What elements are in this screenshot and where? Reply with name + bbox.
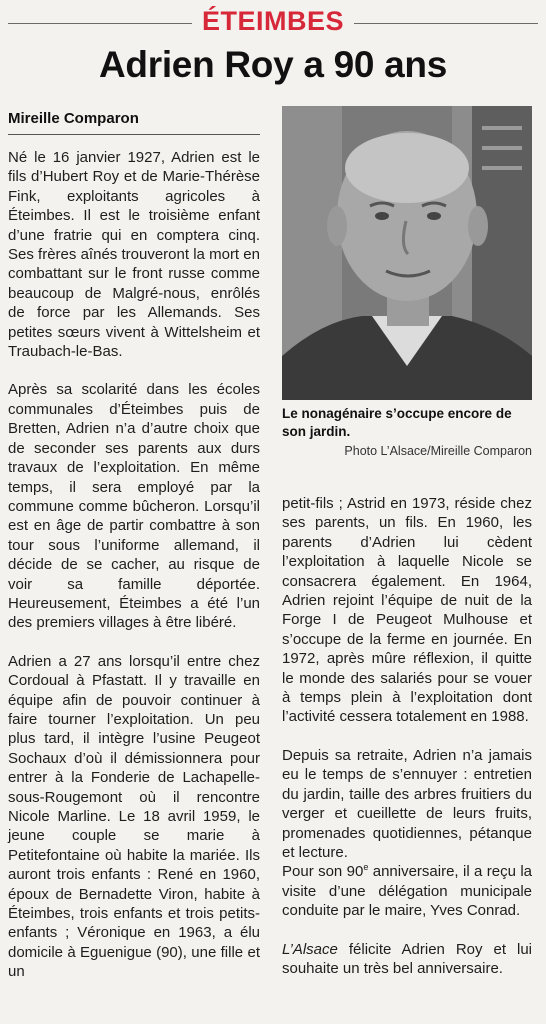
- publication-name: L’Alsace: [282, 940, 338, 958]
- column-left: [8, 148, 260, 1001]
- paragraph-5-text: Depuis sa retraite, Adrien n’a jamais eu le temps de s’ennuyer : entretien du jardin, taille des arbres fruitiers du verger et cueillette de leurs fruits, promenades quotidiennes, pétanque et lecture.: [282, 746, 532, 861]
- kicker-rule-right: [354, 23, 538, 24]
- paragraph-5: [282, 746, 532, 862]
- article-headline: Adrien Roy a 90 ans: [99, 44, 447, 85]
- photo-credit: Photo L’Alsace/Mireille Comparon: [344, 444, 532, 458]
- byline: Mireille Comparon: [8, 110, 260, 135]
- paragraph-2: Après sa scolarité dans les écoles communales d’Éteimbes puis de Bretten, Adrien n’a d’autre choix que de seconder ses parents aux durs travaux de l’exploitation. En même temps, il sera employé par la commune comme bûcheron. Lorsqu’il est en âge de partir combattre à son tour sous l’uniforme allemand, il décide de se cacher, au risque de voir sa famille déportée. Heureusement, Éteimbes a été l’un des premiers villages à être libéré.: [8, 381, 260, 632]
- paragraph-4: petit-fils ; Astrid en 1973, réside chez ses parents, un fils. En 1960, les parents d’Adrien lui cèdent l’exploitation à laquelle Nicole se consacrera également. En 1964, Adrien rejoint l’équipe de nuit de la Forge I de Peugeot Mulhouse et s’occupe de la ferme en journée. En 1972, après mûre réflexion, il quitte le monde des salariés pour se vouer à temps plein à l’exploitation dont l’activité cessera totalement en 1988.: [282, 495, 532, 726]
- article-photo: [282, 106, 532, 400]
- ordinal-superscript: e: [363, 862, 369, 873]
- paragraph-6: [282, 862, 532, 920]
- section-kicker: ÉTEIMBES: [201, 6, 345, 36]
- photo-caption: Le nonagénaire s’occupe encore de son jardin.: [282, 406, 512, 439]
- p6-before: Pour son 90: [282, 863, 364, 881]
- paragraph-closing: [282, 940, 532, 979]
- column-right: [282, 494, 532, 997]
- closing-text: félicite Adrien Roy et lui souhaite un très bel anniversaire.: [282, 940, 532, 977]
- portrait-illustration: [282, 106, 532, 400]
- kicker-row: [0, 6, 546, 36]
- paragraph-1: Né le 16 janvier 1927, Adrien est le fils d’Hubert Roy et de Marie-Thérèse Fink, exploitants agricoles à Éteimbes. Il est le troisième enfant d’une fratrie qui en comptera cinq. Ses frères aînés trouveront la mort en combattant sur le front russe comme beaucoup de Malgré-nous, enrôlés de force par les Allemands. Ses petites sœurs vivent à Wittelsheim et Traubach-le-Bas.: [8, 149, 260, 361]
- paragraph-3: Adrien a 27 ans lorsqu’il entre chez Cordoual à Pfastatt. Il y travaille en équipe afin de pouvoir continuer à faire tourner l’exploitation. Un peu plus tard, il intègre l’usine Peugeot Sochaux d’où il démissionnera pour entrer à la Fonderie de Lachapelle-sous-Rougemont où il rencontre Nicole Marline. Le 18 avril 1959, le jeune couple se marie à Petitefontaine où habite la mariée. Ils auront trois enfants : René en 1960, époux de Bernadette Viron, habite à Éteimbes, trois enfants et trois petits-enfants ; Véronique en 1963, a élu domicile à Eguenigue (90), une fille et un: [8, 652, 260, 981]
- p6-after: anniversaire, il a reçu la visite d’une délégation municipale conduite par le maire, Yves Conrad.: [282, 863, 533, 920]
